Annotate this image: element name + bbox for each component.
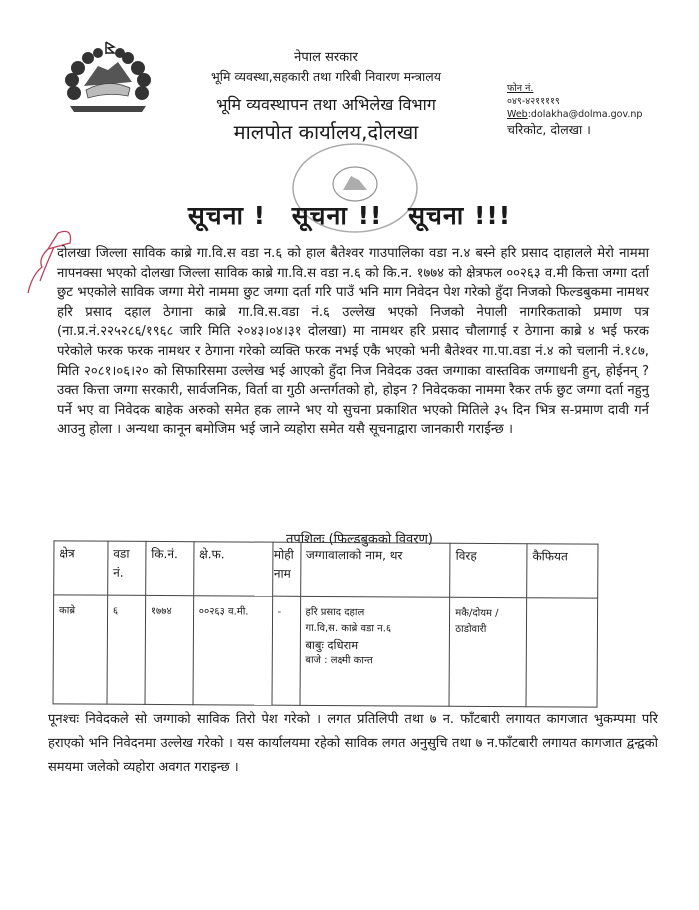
cell-ward: ६ (107, 595, 146, 704)
phone-number: ०४९-४२११११९ (507, 96, 560, 107)
col-header-kitta: कि.नं. (145, 541, 193, 595)
cell-area: काब्रे (53, 595, 108, 704)
office-address: चरिकोट, दोलखा । (507, 122, 591, 137)
col-header-size: क्षे.फ. (193, 542, 272, 596)
notice-title (0, 198, 699, 232)
office-name: मालपोत कार्यालय,दोलखा (233, 120, 419, 144)
cell-remarks (526, 598, 598, 707)
footnote: पूनश्चः निवेदकले सो जग्गाको साविक तिरो पेश गरेको । लगत प्रतिलिपी तथा ७ न. फाँटबारी लगायत कागजात भुकम्पमा परि हराएको भनि निवेदनमा उल्लेख गरेको । यस कार्यालयमा रहेको साविक लगत अनुसुचि तथा ७ न.फाँटबारी लगायत कागजात द्वन्द्वको समयमा जलेको व्यहोरा अवगत गराइन्छ । (48, 712, 658, 775)
table-row (53, 595, 598, 707)
cell-owner (300, 596, 450, 706)
fieldbook-table (53, 540, 599, 707)
notice-body: दोलखा जिल्ला साविक काब्रे गा.वि.स वडा न.६ को हाल बैतेश्वर गाउपालिका वडा न.४ बस्ने हरि प्रसाद दाहालले मेरो नाममा नापनक्सा भएको दोलखा जिल्ला साविक काब्रे गा.वि.स वडा न.६ को कि.न. १७७४ को क्षेत्रफल ००२६३ व.मी कित्ता जग्गा दर्ता छुट भएकोले साविक जग्गा मेरो नाममा छुट जग्गा दर्ता गरि पाउँ भनि माग निवेदन पेश गरेको हुँदा निजको फिल्डबुकमा नामथर हरि प्रसाद दहाल ठेगाना काब्रे गा.वि.स.वडा नं.६ उल्लेख भएको निजको नेपाली नागरिकताको प्रमाण पत्र (ना.प्र.नं.२२५२८६/१९६८ जारि मिति २०४३।०४।३१ दोलखा) मा नामथर हरि प्रसाद चौलागाई र ठेगाना काब्रे ४ भई फरक परेकोले फरक फरक नामथर र ठेगाना गरेको व्यक्ति फरक नभई एकै भएको भनी बैतेश्वर गा.पा.वडा नं.४ को चलानी नं.१८७, मिति २०८१।०६।२० को सिफारिसमा उल्लेख भई आएको हुँदा निज निवेदक उक्त जग्गाका वास्तविक जग्गाधनी हुन्, होईनन् ? उक्त कित्ता जग्गा सरकारी, सार्वजनिक, विर्ता वा गुठी अन्तर्गतको हो, होइन ? निवेदकका नाममा रैकर तर्फ छुट जग्गा दर्ता नहुनु पर्ने भए वा निवेदक बाहेक अरुको समेत हक लाग्ने भए यो सुचना प्रकाशित भएको मितिले ३५ दिन भित्र स-प्रमाण दावी गर्न आउनु होला । अन्यथा कानून बमोजिम भई जाने व्यहोरा समेत यसै सूचनाद्वारा जानकारी गराईन्छ । (57, 246, 649, 438)
cell-size: ००२६३ व.मी. (193, 596, 272, 705)
contact-block (507, 82, 642, 136)
department-name: भूमि व्यवस्थापन तथा अभिलेख विभाग (216, 95, 436, 114)
phone-label: फोन नं. (507, 83, 534, 94)
owner-grandfather: बाजे : लक्ष्मी कान्त (305, 654, 373, 667)
col-header-ward: वडा नं. (108, 541, 146, 595)
cell-tenant: - (272, 596, 301, 705)
web-address[interactable]: :dolakha@dolma.gov.np (527, 109, 643, 120)
col-header-area: क्षेत्र (54, 541, 108, 595)
col-header-owner: जग्गावालाको नाम, थर (300, 542, 450, 597)
owner-father: बाबुः दधिराम (305, 637, 359, 653)
col-header-tenant: मोही नाम (272, 542, 300, 596)
ministry-name: भूमि व्यवस्था,सहकारी तथा गरिबी निवारण मन्त्रालय (211, 69, 441, 84)
government-name: नेपाल सरकार (294, 50, 358, 65)
notice-title-1: सूचना ! (187, 201, 267, 230)
cell-land-class: मकै/दोयम /ठाडोवारी (449, 597, 526, 706)
owner-address: गा.वि,स. काब्रे वडा न.६ (305, 622, 392, 635)
col-header-remarks: कैफियत (527, 544, 598, 598)
notice-title-3: सूचना !!! (408, 201, 512, 230)
notice-title-2: सूचना !! (291, 201, 383, 230)
web-label: Web (507, 109, 528, 120)
table-header-row (54, 541, 598, 598)
cell-kitta: १७७४ (145, 595, 194, 704)
col-header-land-class: विरह (450, 543, 527, 597)
table-title: तपशिलः (फिल्डबुकको विवरण) (286, 532, 433, 547)
owner-name: हरि प्रसाद दहाल (305, 606, 365, 619)
